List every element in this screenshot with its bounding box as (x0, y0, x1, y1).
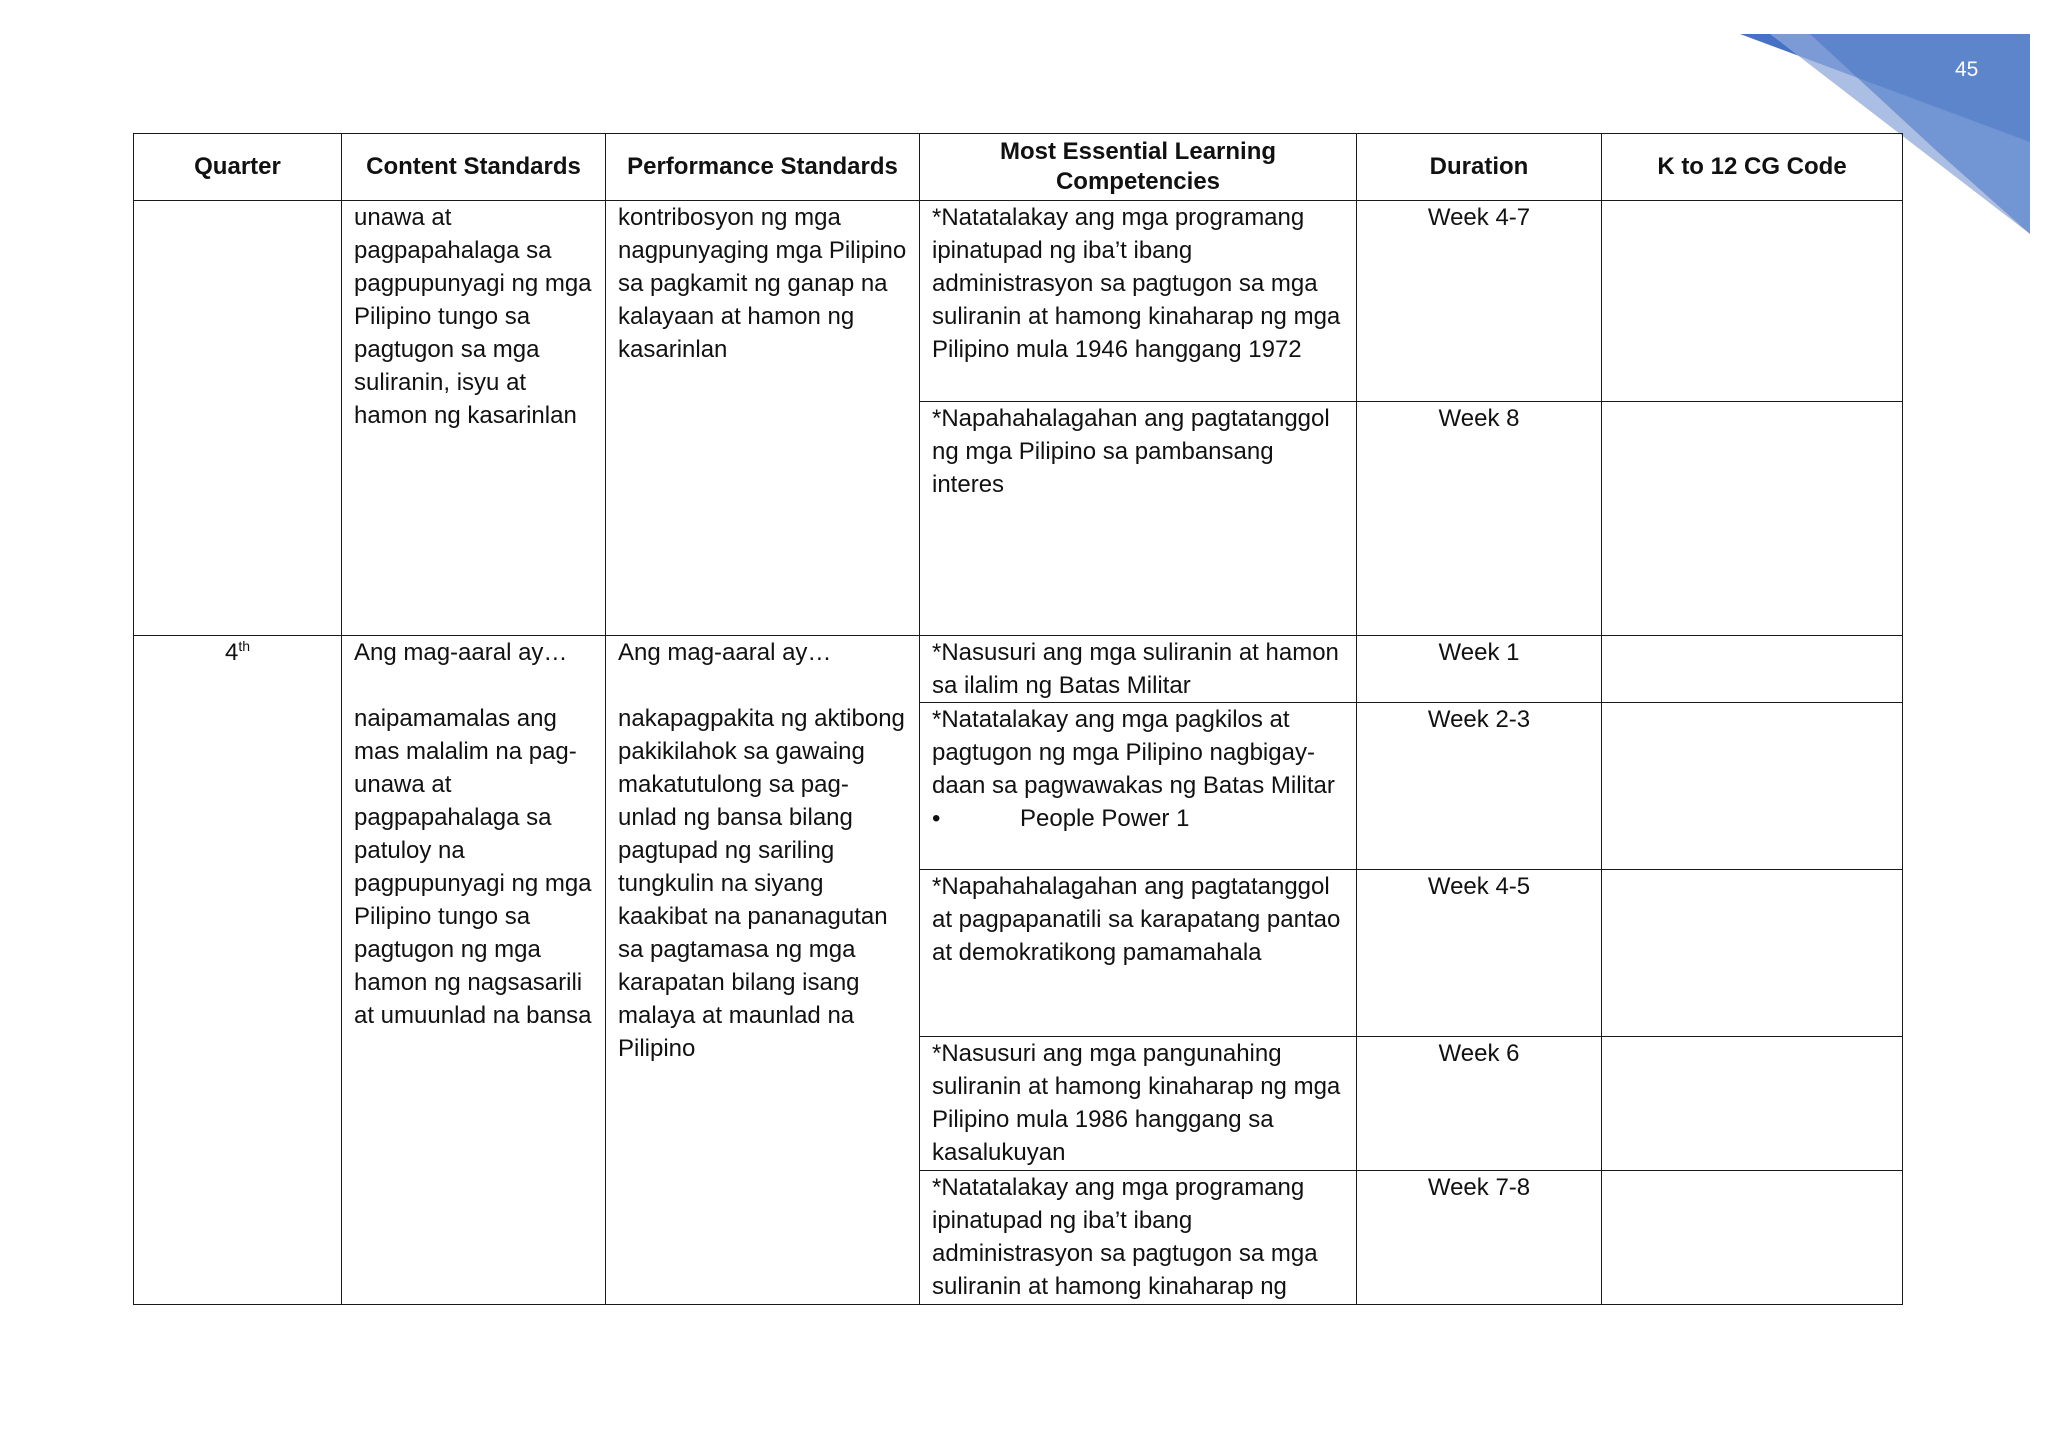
melc-cell: *Natatalakay ang mga programang ipinatupad ng iba’t ibang administrasyon sa pagtugon sa mga suliranin at hamong kinaharap ng mga Pilipino mula 1946 hanggang 1972 (920, 201, 1357, 402)
header-melc: Most Essential Learning Competencies (920, 134, 1357, 201)
cg-code-cell (1602, 703, 1903, 870)
content-standards-cell (342, 636, 606, 1305)
content-standards-intro: Ang mag-aaral ay… (354, 639, 568, 666)
header-quarter: Quarter (134, 134, 342, 201)
cg-code-cell (1602, 402, 1903, 636)
cg-code-cell (1602, 201, 1903, 402)
melc-text: *Natatalakay ang mga pagkilos at pagtugon ng mga Pilipino nagbigay-daan sa pagwawakas ng Batas Militar (932, 706, 1335, 799)
page-number: 45 (1955, 58, 1979, 81)
performance-standards-cell (606, 201, 920, 636)
melc-cell: *Napahahalagahan ang pagtatanggol ng mga Pilipino sa pambansang interes (920, 402, 1357, 636)
header-content-standards: Content Standards (342, 134, 606, 201)
duration-cell: Week 6 (1357, 1037, 1602, 1171)
header-duration: Duration (1357, 134, 1602, 201)
duration-cell: Week 8 (1357, 402, 1602, 636)
bullet-item (932, 802, 1344, 835)
duration-cell: Week 7-8 (1357, 1171, 1602, 1305)
melc-cell: *Natatalakay ang mga programang ipinatupad ng iba’t ibang administrasyon sa pagtugon sa mga suliranin at hamong kinaharap ng (920, 1171, 1357, 1305)
cg-code-cell (1602, 636, 1903, 703)
cg-code-cell (1602, 1037, 1903, 1171)
duration-cell: Week 1 (1357, 636, 1602, 703)
header-cg-code: K to 12 CG Code (1602, 134, 1903, 201)
performance-standards-text: kontribosyon ng mga nagpunyaging mga Pilipino sa pagkamit ng ganap na kalayaan at hamon ng kasarinlan (618, 204, 907, 363)
content-standards-text: unawa at pagpapahalaga sa pagpupunyagi ng mga Pilipino tungo sa pagtugon sa mga suliranin, isyu at hamon ng kasarinlan (354, 204, 592, 429)
content-standards-cell (342, 201, 606, 636)
melc-cell (920, 703, 1357, 870)
table-row (134, 201, 1903, 402)
quarter-cell (134, 201, 342, 636)
table-row (134, 636, 1903, 703)
header-performance-standards: Performance Standards (606, 134, 920, 201)
cg-code-cell (1602, 870, 1903, 1037)
bullet-mark: • (932, 805, 941, 832)
quarter-cell (134, 636, 342, 1305)
header-row (134, 134, 1903, 201)
melc-cell: *Nasusuri ang mga pangunahing suliranin at hamong kinaharap ng mga Pilipino mula 1986 hanggang sa kasalukuyan (920, 1037, 1357, 1171)
performance-standards-intro: Ang mag-aaral ay… (618, 639, 832, 666)
melc-cell: *Napahahalagahan ang pagtatanggol at pagpapanatili sa karapatang pantao at demokratikong pamamahala (920, 870, 1357, 1037)
duration-cell: Week 4-7 (1357, 201, 1602, 402)
cg-code-cell (1602, 1171, 1903, 1305)
performance-standards-cell (606, 636, 920, 1305)
quarter-number: 4 (224, 639, 239, 666)
duration-cell: Week 4-5 (1357, 870, 1602, 1037)
bullet-text: People Power 1 (1020, 805, 1190, 832)
spacer (618, 669, 907, 702)
performance-standards-text: nakapagpakita ng aktibong pakikilahok sa gawaing makatutulong sa pag-unlad ng bansa bilang pagtupad ng sariling tungkulin na siyang kaakibat na pananagutan sa pagtamasa ng mga karapatan bilang isang malaya at maunlad na Pilipino (618, 705, 905, 1062)
content-standards-text: naipamamalas ang mas malalim na pag-unawa at pagpapahalaga sa patuloy na pagpupunyagi ng mga Pilipino tungo sa pagtugon ng mga hamon ng nagsasarili at umuunlad na bansa (354, 705, 592, 1029)
melc-cell: *Nasusuri ang mga suliranin at hamon sa ilalim ng Batas Militar (920, 636, 1357, 703)
spacer (354, 669, 593, 702)
duration-cell: Week 2-3 (1357, 703, 1602, 870)
quarter-suffix: th (238, 638, 251, 654)
curriculum-table (133, 133, 1903, 1305)
